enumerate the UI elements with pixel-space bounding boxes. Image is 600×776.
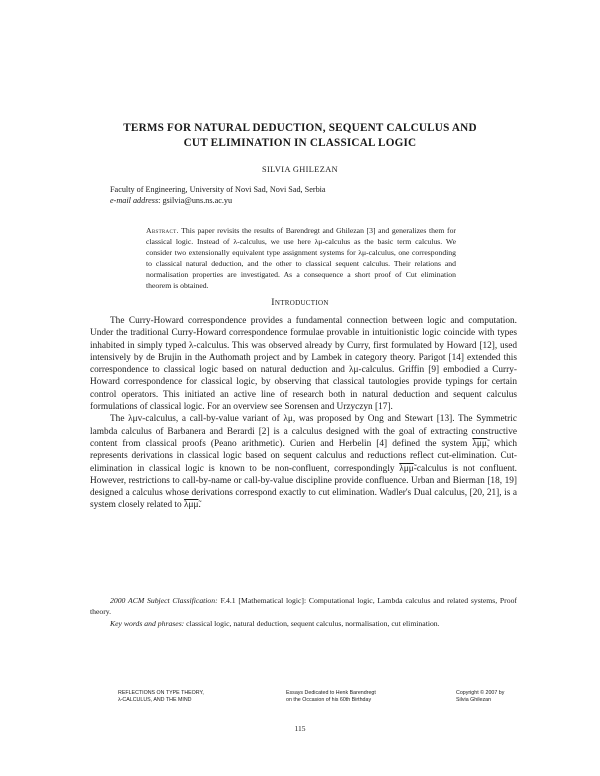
lambda-mu-mu-tilde-symbol: λμμ̃	[472, 438, 487, 449]
footer-left-line-2: λ-CALCULUS, AND THE MIND	[118, 696, 192, 703]
footer-right-line-1: Copyright © 2007 by	[456, 690, 505, 696]
lambda-mu-mu-tilde-symbol: λμμ̃	[183, 500, 199, 511]
footnote-2-text: classical logic, natural deduction, sequent calculus, normalisation, cut elimination.	[184, 619, 440, 629]
footnote-1-text: F.4.1 [Mathematical logic]: Computational logic, Lambda calculus and related systems, Proof theory.	[90, 596, 517, 616]
footnotes	[90, 596, 517, 632]
section-title	[100, 297, 500, 308]
footnote-1-label: 2000 ACM Subject Classification:	[110, 596, 218, 605]
section-heading-introduction: Introduction	[271, 297, 329, 308]
footer-book-title	[118, 690, 268, 704]
email-address[interactable]: : gsilvia@uns.ns.ac.yu	[158, 195, 233, 205]
footer-right-line-2: Silvia Ghilezan	[456, 696, 492, 703]
page-number: 115	[294, 724, 306, 733]
paper-title	[100, 121, 500, 150]
footer-copyright	[456, 690, 536, 704]
footnote-acm-classification	[90, 596, 517, 617]
footer-left-line-1: REFLECTIONS ON TYPE THEORY,	[118, 690, 204, 696]
title-line-1: TERMS FOR NATURAL DEDUCTION, SEQUENT CALCULUS AND	[123, 122, 477, 134]
abstract	[146, 225, 456, 291]
title-line-2: CUT ELIMINATION IN CLASSICAL LOGIC	[183, 136, 417, 149]
footnote-2-label: Key words and phrases:	[110, 619, 185, 629]
author-name: SILVIA GHILEZAN	[262, 165, 338, 174]
email-line	[110, 196, 510, 207]
paragraph-1: The Curry-Howard correspondence provides a fundamental connection between logic and computation. Under the traditional Curry-Howard correspondence formulae provable in intuitionistic logic coincide with types inhabited in simply typed λ-calculus. This was observed already by Curry, first formulated by Howard [12], used intensively by de Brujin in the Authomath project and by Lambek in category theory. Parigot [14] extended this correspondence to classical logic based on natural deduction and λμ-calculus. Griffin [9] embodied a Curry-Howard correspondence for classical logic, by observing that classical tautologies provide typings for certain control operators. This initiated an active line of research both in natural deduction and sequent calculus formulations of classical logic. For an overview see Sorensen and Urzyczyn [17].	[90, 316, 517, 413]
footer-mid-line-1: Essays Dedicated to Henk Barendregt	[286, 690, 376, 696]
paragraph-2-part-c: -calculus is not confluent. However, restrictions to call-by-name or call-by-value discipline provide confluence. Urban and Bierman [18, 19] designed a calculus whose derivations correspond exactly to cut elimination. Wadler's Dual calculus, [20, 21], is a system closely related to	[90, 463, 517, 511]
footer-dedication	[286, 690, 416, 704]
body-text	[90, 315, 517, 512]
abstract-text: This paper revisits the results of Barendregt and Ghilezan [3] and generalizes them for classical logic. Instead of λ-calculus, we use here λμ-calculus as the basic term calculus. We consider two extensionally equivalent type assignment systems for λμ-calculus, one corresponding to classical natural deduction, and the other to classical sequent calculus. Their relations and normalisation properties are investigated. As a consequence a short proof of Cut elimination theorem is obtained.	[146, 226, 456, 290]
paragraph-2-part-a: The λμv-calculus, a call-by-value variant of λμ, was proposed by Ong and Stewart [13]. The Symmetric lambda calculus of Barbanera and Berardi [2] is a calculus designed with the goal of extracting constructive content from classical proofs (Peano arithmetic). Curien and Herbelin [4] defined the system	[90, 414, 517, 449]
footer-mid-line-2: on the Occasion of his 60th Birthday	[286, 696, 372, 703]
paragraph-2	[90, 413, 517, 511]
affiliation: Faculty of Engineering, University of Novi Sad, Novi Sad, Serbia	[110, 185, 326, 194]
abstract-label: Abstract.	[146, 226, 179, 235]
footnote-keywords	[90, 619, 517, 630]
lambda-mu-mu-tilde-symbol: λμμ̃	[399, 463, 414, 474]
affiliation-block	[110, 185, 510, 207]
email-label: e-mail address	[110, 195, 159, 205]
paragraph-2-part-b: , which represents derivations in classical logic based on sequent calculus and reductions reflect cut-elimination. Cut-elimination in classical logic is known to be non-confluent, correspondingly	[90, 438, 517, 474]
paragraph-2-part-d: .	[198, 500, 201, 511]
